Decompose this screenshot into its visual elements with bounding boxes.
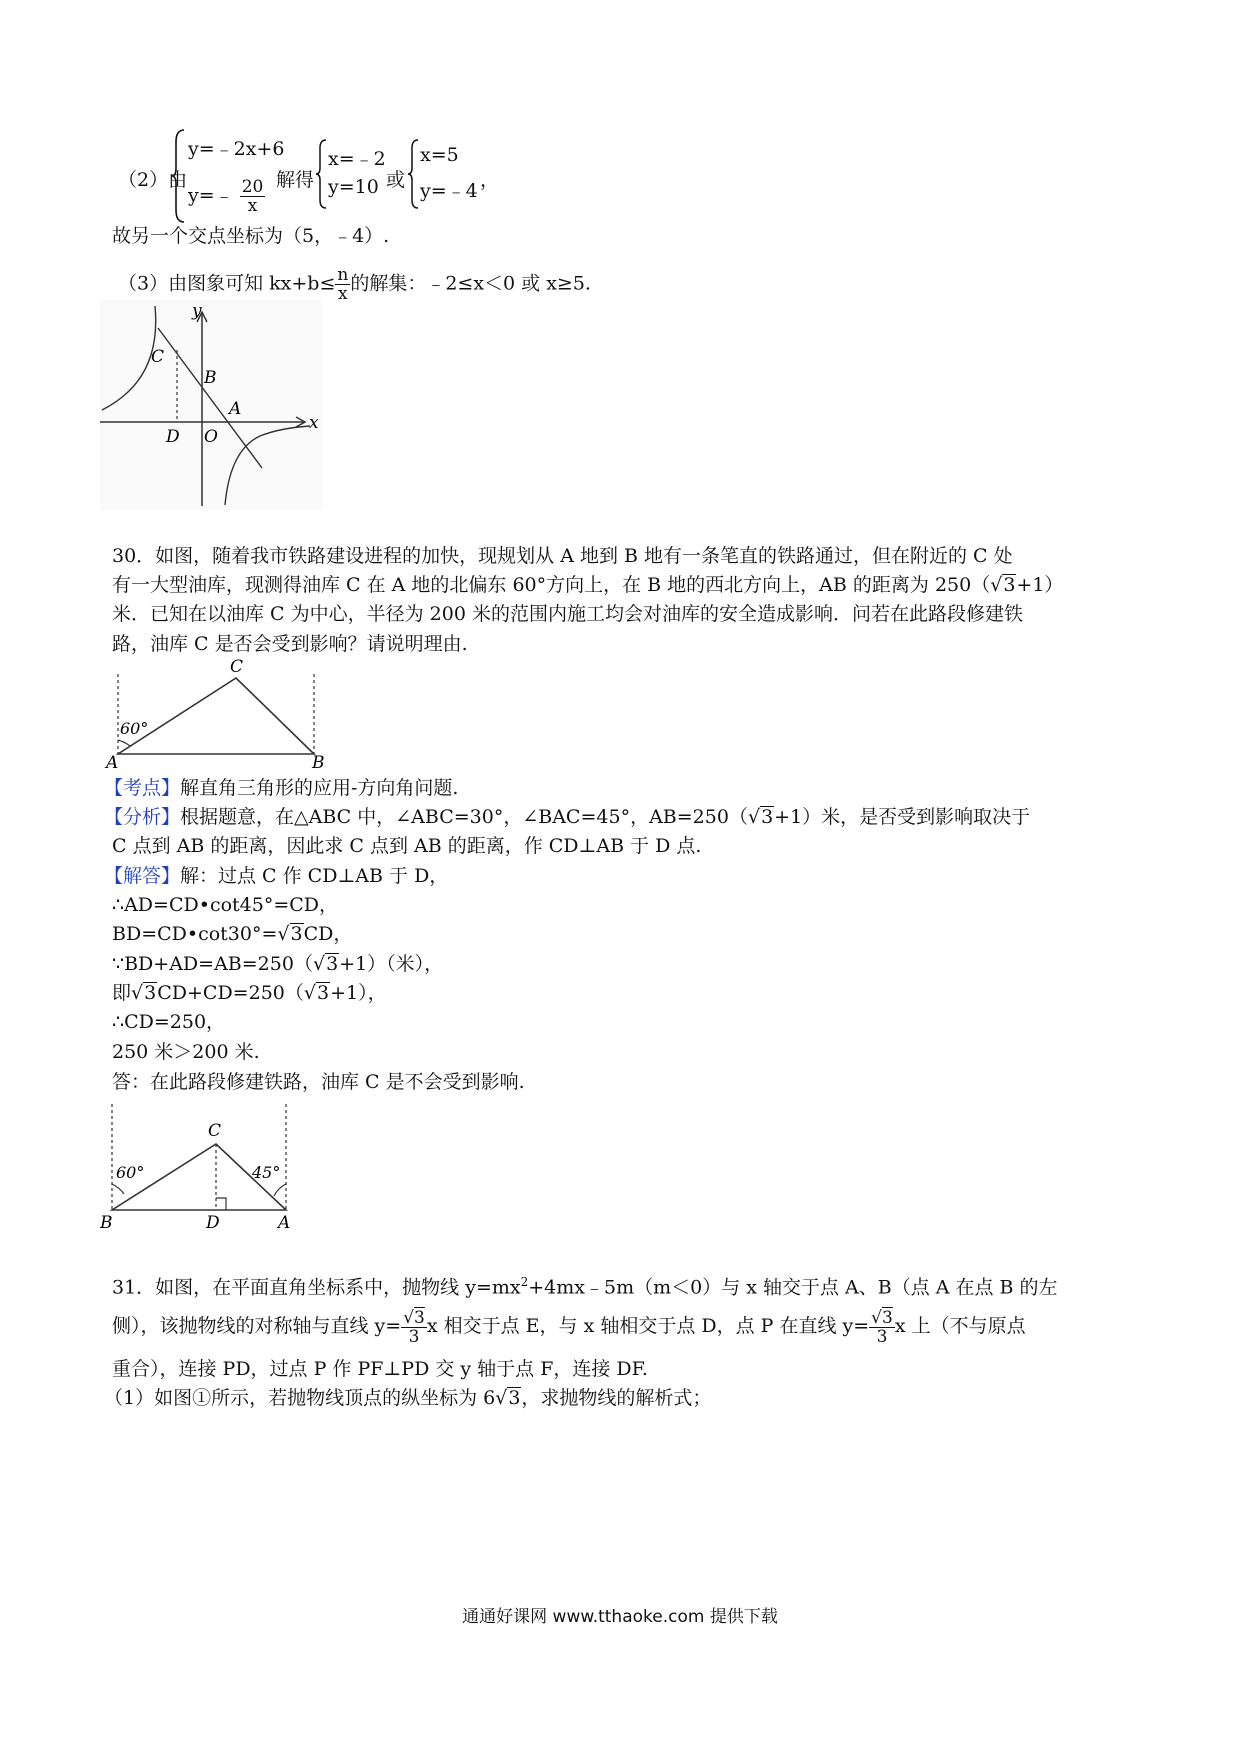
q30-line1: 30．如图，随着我市铁路建设进程的加快，现规划从 A 地到 B 地有一条笔直的铁路通过，但在附近的 C 处 xyxy=(112,545,1013,567)
triangle-shape xyxy=(118,678,314,754)
q30-line3: 米．已知在以油库 C 为中心，半径为 200 米的范围内施工均会对油库的安全造成影响．问若在此路段修建铁 xyxy=(112,603,1023,625)
brace-icon xyxy=(172,128,186,224)
system2-row2: y=10 xyxy=(328,176,379,198)
fraction-20-over-x: $\frac{20}{x}$ xyxy=(241,177,264,216)
equation-system-1 xyxy=(172,128,285,224)
angle-60-label: 60° xyxy=(116,1163,145,1182)
fenxi-line1: 【分析】根据题意，在△ABC 中，∠ABC=30°，∠BAC=45°，AB=250（√3+1）米，是否受到影响取决于 xyxy=(104,806,1031,828)
label-b: B xyxy=(312,753,325,773)
comma: ， xyxy=(480,169,500,191)
fenxi-line2: C 点到 AB 的距离，因此求 C 点到 AB 的距离，作 CD⊥AB 于 D 点. xyxy=(112,835,702,857)
system1-row1: y=﹣2x+6 xyxy=(188,138,285,160)
jieda-tag: 【解答】 xyxy=(104,865,181,887)
q31-line2: 侧），该抛物线的对称轴与直线 y= $\frac{√3}{3}$ x 相交于点 E，与 x 轴相交于点 D，点 P 在直线 y= $\frac{√3}{3}$ x 上（不与原点 xyxy=(112,1307,1026,1347)
label-b: B xyxy=(100,1213,113,1233)
fraction-sqrt3-over-3: $\frac{√3}{3}$ xyxy=(403,1307,425,1347)
label-y: y xyxy=(192,301,202,321)
figure-triangle-abc xyxy=(106,657,334,773)
jieda-answer: 答：在此路段修建铁路，油库 C 是不会受到影响. xyxy=(112,1071,525,1093)
kaodian-tag: 【考点】 xyxy=(104,777,181,799)
system2-row1: x=﹣2 xyxy=(328,148,386,170)
right-angle-mark xyxy=(216,1198,226,1210)
label-c: C xyxy=(230,657,244,677)
solve-label: 解得 xyxy=(276,169,315,191)
jieda-line3: BD=CD•cot30°=√3CD， xyxy=(112,923,353,945)
jieda-line6: ∴CD=250， xyxy=(112,1011,226,1033)
label-d: D xyxy=(206,1213,220,1233)
q30-line4: 路，油库 C 是否会受到影响？请说明理由. xyxy=(112,633,468,655)
q31-line1: 31．如图，在平面直角坐标系中，抛物线 $y=mx^2+4mx﹣5m(m<0)$与 x 轴交于点 A、B（点 A 在点 B 的左 xyxy=(112,1275,1058,1299)
fenxi-tag: 【分析】 xyxy=(104,806,181,828)
label-b: B xyxy=(204,368,217,388)
jieda-line7: 250 米＞200 米. xyxy=(112,1041,260,1063)
q30-line2: 有一大型油库，现测得油库 C 在 A 地的北偏东 60°方向上，在 B 地的西北方向上，AB 的距离为 250（√3+1） xyxy=(112,574,1064,596)
label-a: A xyxy=(229,399,242,419)
system3-row1: x=5 xyxy=(420,144,459,166)
part2-label: （2）由 xyxy=(118,169,188,191)
label-a: A xyxy=(106,753,119,773)
q31-line3: 重合），连接 PD，过点 P 作 PF⊥PD 交 y 轴于点 F，连接 DF. xyxy=(112,1358,648,1380)
system3-row2: y=﹣4 xyxy=(420,180,478,202)
angle-45-label: 45° xyxy=(252,1163,281,1182)
q31-line4: （1）如图①所示，若抛物线顶点的纵坐标为 6√3，求抛物线的解析式； xyxy=(104,1387,712,1409)
label-d: D xyxy=(166,427,180,447)
part2-conclusion: 故另一个交点坐标为（5，﹣4）. xyxy=(112,225,390,247)
equation-system-3 xyxy=(408,138,480,210)
fraction-n-over-x: $\frac{n}{x}$ xyxy=(337,265,349,304)
footer-text: 通通好课网 www.tthaoke.com 提供下载 xyxy=(462,1607,778,1627)
jieda-line4: ∵BD+AD=AB=250（√3+1）（米）， xyxy=(112,953,444,975)
brace-icon xyxy=(316,138,328,210)
jieda-line1: 【解答】解：过点 C 作 CD⊥AB 于 D， xyxy=(104,865,449,887)
label-c: C xyxy=(208,1121,222,1141)
angle-60-label: 60° xyxy=(120,719,149,738)
system1-row2: y=﹣ xyxy=(188,184,234,207)
kaodian-line: 【考点】解直角三角形的应用-方向角问题. xyxy=(104,777,459,799)
jieda-line2: ∴AD=CD•cot45°=CD， xyxy=(112,894,339,916)
label-c: C xyxy=(151,347,165,367)
fraction-sqrt3-over-3: $\frac{√3}{3}$ xyxy=(871,1307,893,1347)
label-o: O xyxy=(204,427,218,447)
figure-triangle-bca xyxy=(100,1098,300,1234)
equation-system-2 xyxy=(316,138,386,210)
brace-icon xyxy=(408,138,420,210)
part3-text: （3）由图象可知 kx+b≤ $\frac{n}{x}$ 的解集：﹣2≤x＜0 或 x≥5. xyxy=(118,265,591,304)
label-a: A xyxy=(278,1213,291,1233)
or-label: 或 xyxy=(386,169,406,191)
label-x: x xyxy=(309,413,319,433)
figure-hyperbola-graph xyxy=(100,300,330,512)
jieda-line5: 即√3CD+CD=250（√3+1）， xyxy=(112,982,387,1004)
